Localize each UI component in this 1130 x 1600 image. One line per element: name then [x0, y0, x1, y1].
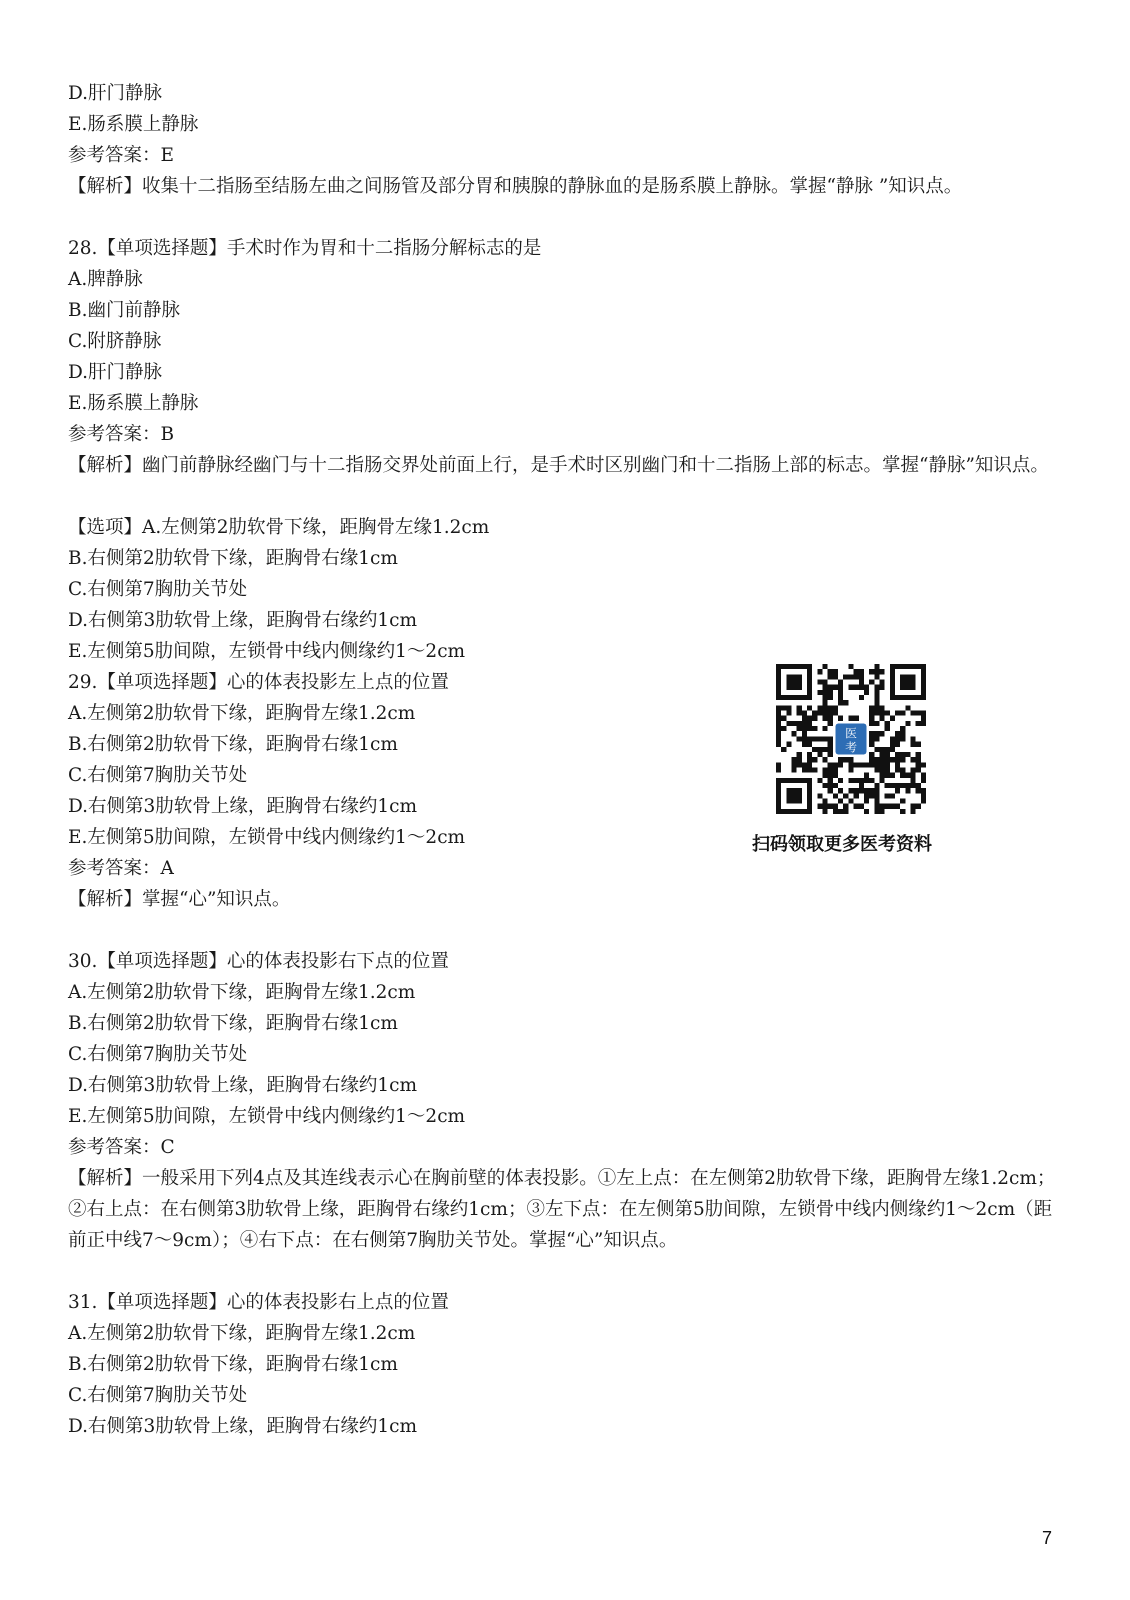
qr-code[interactable] — [776, 664, 926, 814]
option-d: D.右侧第3肋软骨上缘，距胸骨右缘约1cm — [68, 796, 417, 817]
option-c: C.右侧第7胸肋关节处 — [68, 1044, 248, 1065]
analysis: 【解析】收集十二指肠至结肠左曲之间肠管及部分胃和胰腺的静脉血的是肠系膜上静脉。掌握“静脉 ”知识点。 — [68, 176, 963, 197]
option-b: B.幽门前静脉 — [68, 300, 180, 321]
qr-code-block — [752, 664, 942, 856]
options-e: E.左侧第5肋间隙，左锁骨中线内侧缘约1～2cm — [68, 641, 466, 662]
option-e: E.左侧第5肋间隙，左锁骨中线内侧缘约1～2cm — [68, 827, 466, 848]
options-c: C.右侧第7胸肋关节处 — [68, 579, 248, 600]
option-d: D.肝门静脉 — [68, 83, 163, 104]
options-a: 【选项】A.左侧第2肋软骨下缘，距胸骨左缘1.2cm — [68, 517, 490, 538]
option-c: C.右侧第7胸肋关节处 — [68, 765, 248, 786]
option-c: C.附脐静脉 — [68, 331, 162, 352]
option-d: D.肝门静脉 — [68, 362, 163, 383]
question-27-tail — [68, 78, 1058, 202]
logo-text-top: 医 — [845, 726, 857, 741]
question-28 — [68, 233, 1058, 481]
question-31 — [68, 1287, 1058, 1442]
options-d: D.右侧第3肋软骨上缘，距胸骨右缘约1cm — [68, 610, 417, 631]
shared-options — [68, 512, 1058, 667]
qr-caption: 扫码领取更多医考资料 — [752, 834, 932, 855]
options-b: B.右侧第2肋软骨下缘，距胸骨右缘1cm — [68, 548, 398, 569]
option-a: A.左侧第2肋软骨下缘，距胸骨左缘1.2cm — [68, 982, 416, 1003]
answer: 参考答案：B — [68, 424, 175, 445]
analysis: 【解析】一般采用下列4点及其连线表示心在胸前壁的体表投影。①左上点：在左侧第2肋软骨下缘，距胸骨左缘1.2cm；②右上点：在右侧第3肋软骨上缘，距胸骨右缘约1cm；③左下点：在左侧第5肋间隙，左锁骨中线内侧缘约1～2cm（距前正中线7～9cm）；④右下点：在右侧第7胸肋关节处。掌握“心”知识点。 — [68, 1168, 1056, 1251]
analysis: 【解析】幽门前静脉经幽门与十二指肠交界处前面上行，是手术时区别幽门和十二指肠上部的标志。掌握“静脉”知识点。 — [68, 455, 1049, 476]
question-30 — [68, 946, 1058, 1256]
option-e: E.肠系膜上静脉 — [68, 114, 199, 135]
option-a: A.左侧第2肋软骨下缘，距胸骨左缘1.2cm — [68, 1323, 416, 1344]
page-number: 7 — [1042, 1528, 1053, 1548]
option-a: A.脾静脉 — [68, 269, 143, 290]
option-e: E.左侧第5肋间隙，左锁骨中线内侧缘约1～2cm — [68, 1106, 466, 1127]
answer: 参考答案：C — [68, 1137, 175, 1158]
analysis: 【解析】掌握“心”知识点。 — [68, 889, 291, 910]
option-c: C.右侧第7胸肋关节处 — [68, 1385, 248, 1406]
question-title: 31.【单项选择题】心的体表投影右上点的位置 — [68, 1292, 449, 1313]
option-a: A.左侧第2肋软骨下缘，距胸骨左缘1.2cm — [68, 703, 416, 724]
option-b: B.右侧第2肋软骨下缘，距胸骨右缘1cm — [68, 734, 398, 755]
logo-text-bottom: 考 — [845, 740, 857, 755]
answer: 参考答案：A — [68, 858, 174, 879]
option-e: E.肠系膜上静脉 — [68, 393, 199, 414]
question-title: 28.【单项选择题】手术时作为胃和十二指肠分解标志的是 — [68, 238, 542, 259]
question-title: 30.【单项选择题】心的体表投影右下点的位置 — [68, 951, 449, 972]
option-b: B.右侧第2肋软骨下缘，距胸骨右缘1cm — [68, 1013, 398, 1034]
option-b: B.右侧第2肋软骨下缘，距胸骨右缘1cm — [68, 1354, 398, 1375]
option-d: D.右侧第3肋软骨上缘，距胸骨右缘约1cm — [68, 1416, 417, 1437]
question-title: 29.【单项选择题】心的体表投影左上点的位置 — [68, 672, 449, 693]
answer: 参考答案：E — [68, 145, 175, 166]
option-d: D.右侧第3肋软骨上缘，距胸骨右缘约1cm — [68, 1075, 417, 1096]
